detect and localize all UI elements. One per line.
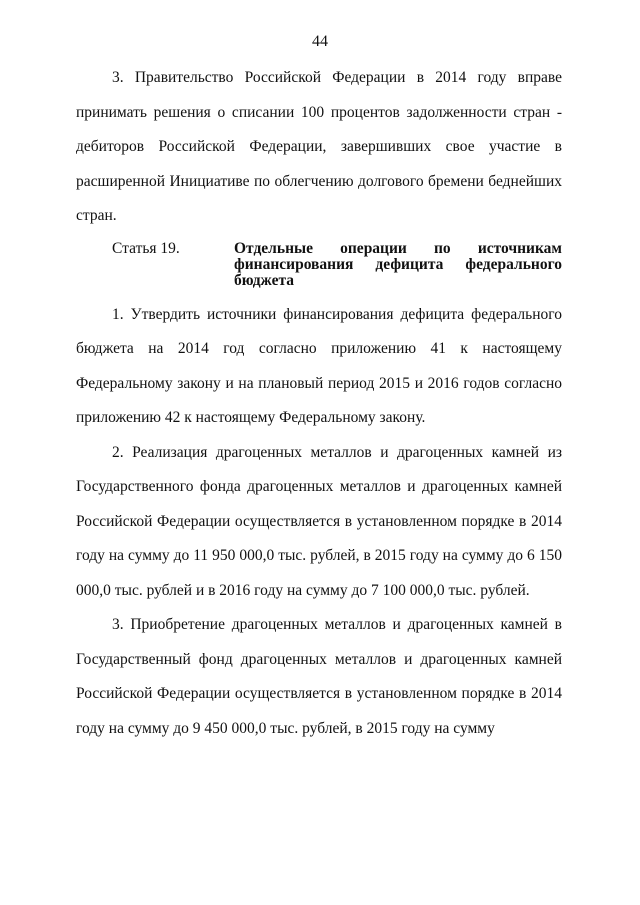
paragraph-precious-metals-purchase: 3. Приобретение драгоценных металлов и драгоценных камней в Государственный фонд драгоценных металлов и драгоценных камней Российской Федерации осуществляется в установленном порядке в 2014 году на сумму до 9 450 000,0 тыс. рублей, в 2015 году на сумму: [76, 616, 562, 737]
article-title: Отдельные операции по источникам финансирования дефицита федерального бюджета: [234, 239, 562, 289]
document-body: [76, 61, 562, 746]
paragraph-government-write-off: 3. Правительство Российской Федерации в 2014 году вправе принимать решения о списании 100 процентов задолженности стран - дебиторов Российской Федерации, завершивших свое участие в расширенной Инициативе по облегчению долгового бремени беднейших стран.: [76, 69, 562, 224]
paragraph-financing-sources: 1. Утвердить источники финансирования дефицита федерального бюджета на 2014 год согласно приложению 41 к настоящему Федеральному закону и на плановый период 2015 и 2016 годов согласно приложению 42 к настоящему Федеральному закону.: [76, 305, 562, 426]
article-heading: [76, 241, 562, 289]
paragraph-precious-metals-sale: 2. Реализация драгоценных металлов и драгоценных камней из Государственного фонда драгоценных металлов и драгоценных камней Российской Федерации осуществляется в установленном порядке в 2014 году на сумму до 11 950 000,0 тыс. рублей, в 2015 году на сумму до 6 150 000,0 тыс. рублей и в 2016 году на сумму до 7 100 000,0 тыс. рублей.: [76, 443, 562, 599]
article-number: Статья 19.: [112, 239, 180, 257]
page-number: 44: [312, 33, 328, 50]
